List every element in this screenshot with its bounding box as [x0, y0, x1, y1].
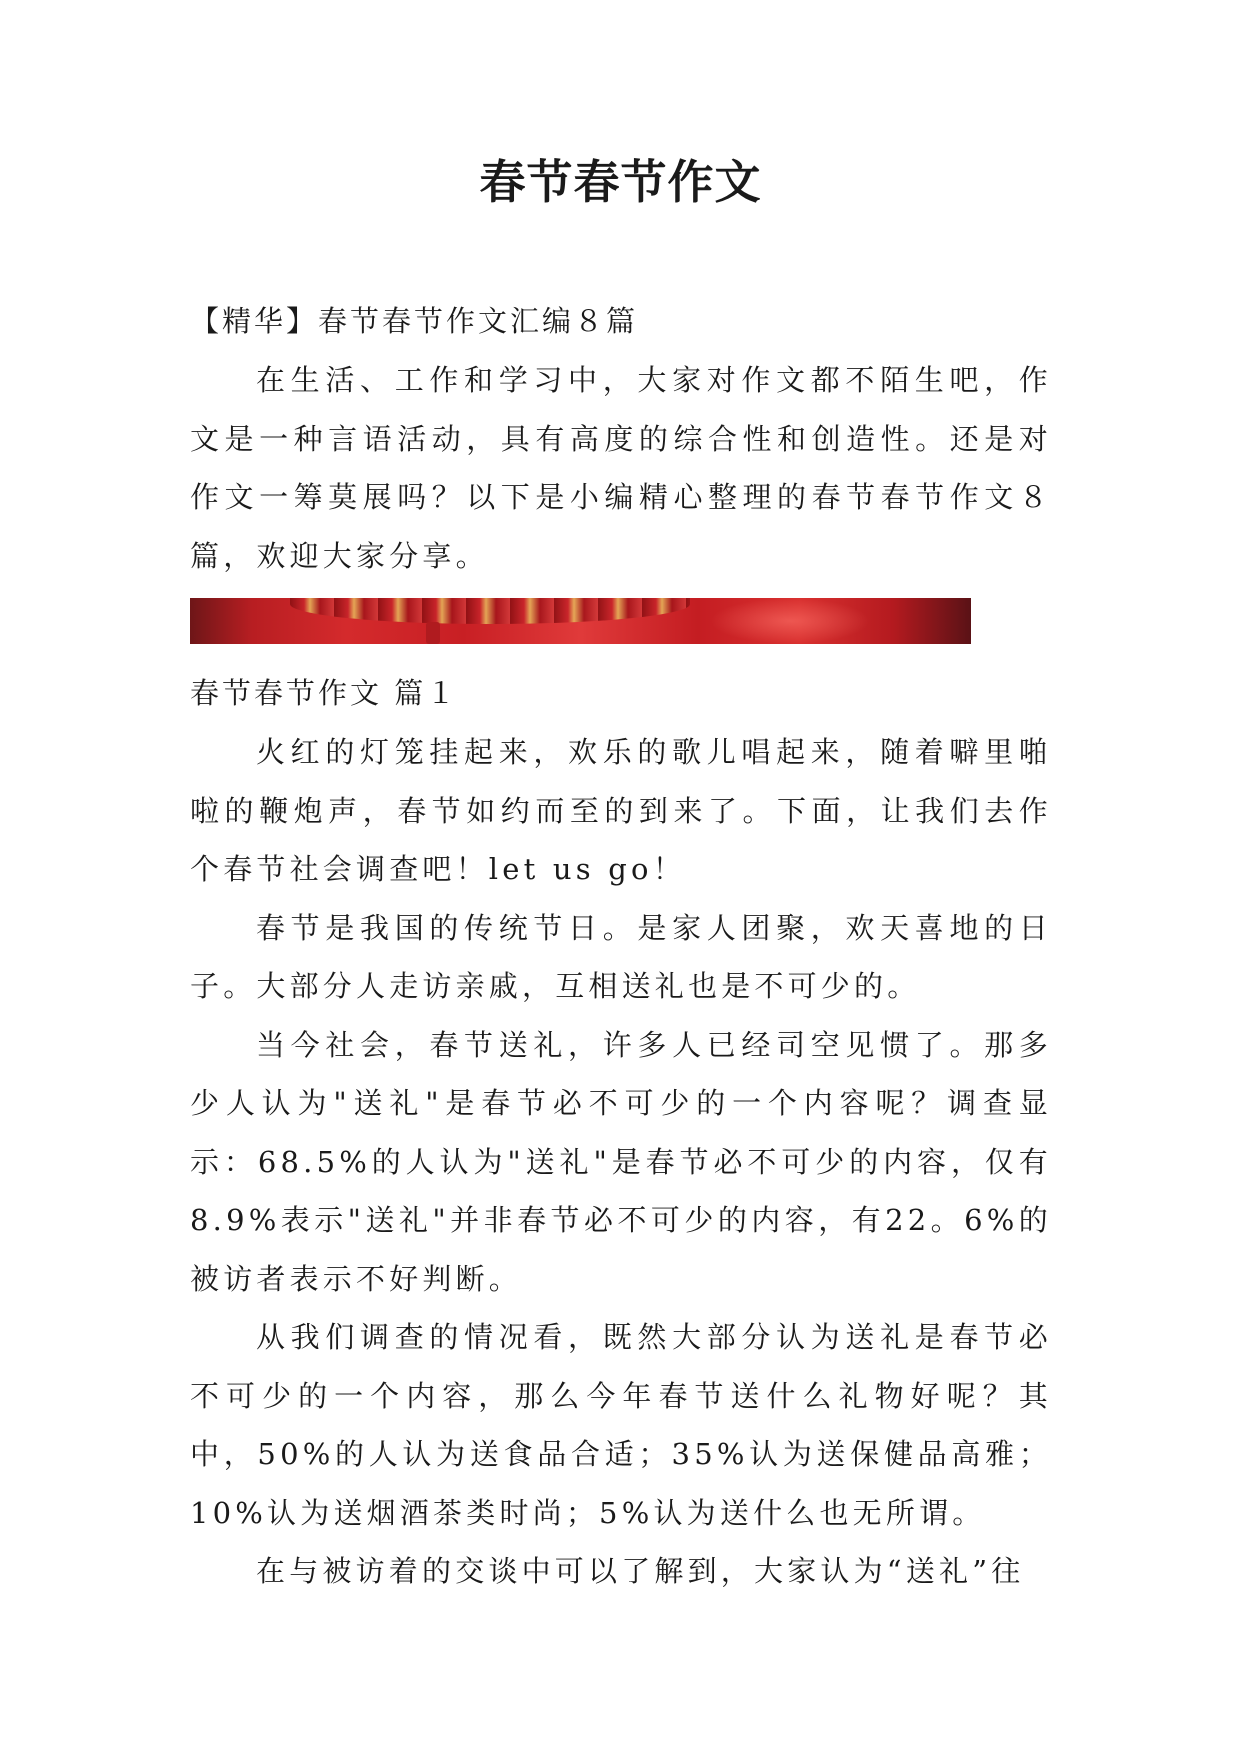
section-heading: 春节春节作文 篇１ — [190, 676, 459, 710]
body-paragraph: 春节是我国的传统节日。是家人团聚，欢天喜地的日子。大部分人走访亲戚，互相送礼也是不可少的。 — [190, 910, 1052, 1003]
lantern-decoration — [290, 598, 690, 624]
document-body — [190, 292, 1052, 1601]
intro-paragraph: 在生活、工作和学习中，大家对作文都不陌生吧，作文是一种言语活动，具有高度的综合性和创造性。还是对作文一筹莫展吗？以下是小编精心整理的春节春节作文８篇，欢迎大家分享。 — [190, 363, 1052, 573]
red-lantern-banner-image — [190, 598, 971, 644]
body-paragraph: 火红的灯笼挂起来，欢乐的歌儿唱起来，随着噼里啪啦的鞭炮声，春节如约而至的到来了。下面，让我们去作个春节社会调查吧！let us go！ — [190, 735, 1052, 886]
body-paragraph: 当今社会，春节送礼，许多人已经司空见惯了。那多少人认为"送礼"是春节必不可少的一个内容呢？调查显示：68.5%的人认为"送礼"是春节必不可少的内容，仅有8.9%表示"送礼"并非春节必不可少的内容，有22。6%的被访者表示不好判断。 — [190, 1027, 1052, 1296]
page-title: 春节春节作文 — [479, 155, 762, 209]
body-paragraph: 在与被访着的交谈中可以了解到，大家认为“送礼”往 — [256, 1554, 1025, 1588]
lantern-tassel — [426, 622, 440, 644]
document-subtitle: 【精华】春节春节作文汇编８篇 — [190, 304, 639, 338]
banner-glow — [710, 598, 870, 644]
body-paragraph: 从我们调查的情况看，既然大部分认为送礼是春节必不可少的一个内容，那么今年春节送什么礼物好呢？其中，50%的人认为送食品合适；35%认为送保健品高雅；10%认为送烟酒茶类时尚；5%认为送什么也无所谓。 — [190, 1320, 1052, 1530]
